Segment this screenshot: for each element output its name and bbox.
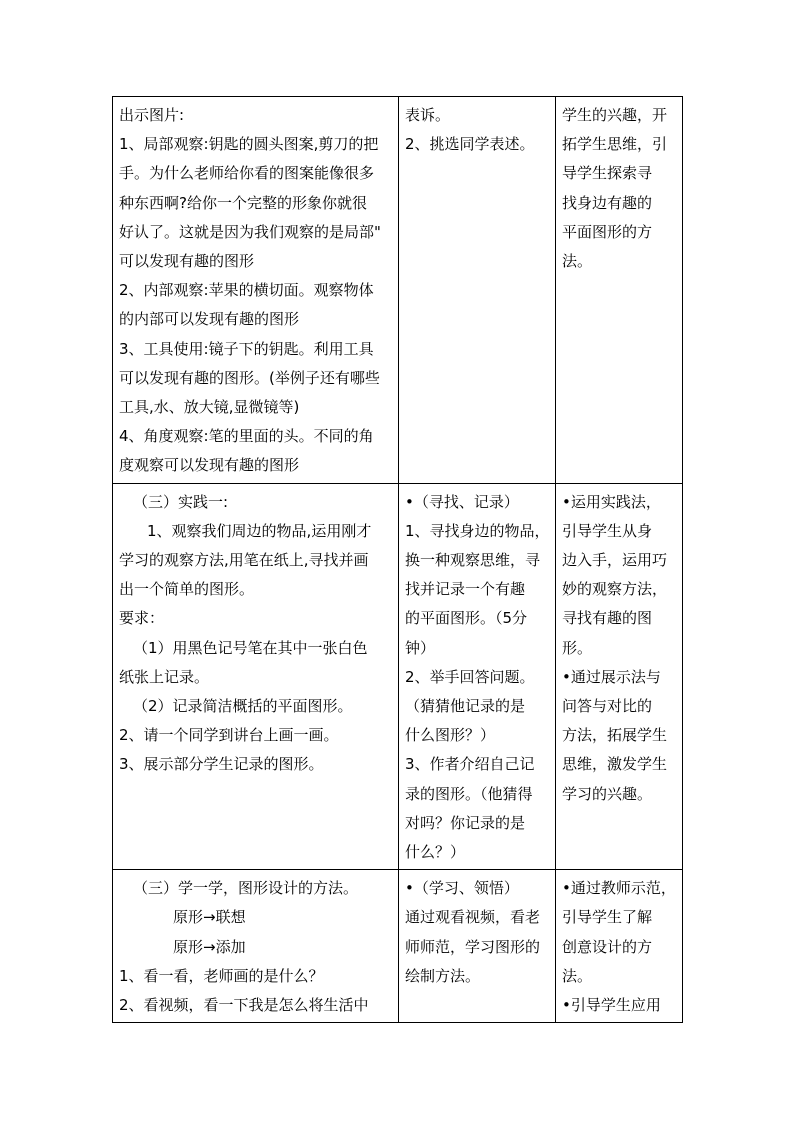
teacher-activity-cell xyxy=(113,483,399,870)
text-line: 要求： xyxy=(119,609,165,628)
text-line: 通过观看视频，看老 xyxy=(405,908,541,927)
text-line: 2、内部观察:苹果的横切面。观察物体 xyxy=(119,281,374,300)
text-line: 换一种观察思维，寻 xyxy=(405,551,541,570)
text-line: •（学习、领悟） xyxy=(405,879,519,898)
text-line: 1、看一看，老师画的是什么？ xyxy=(119,966,324,985)
text-line: 问答与对比的 xyxy=(562,697,653,716)
lesson-plan-table xyxy=(112,96,683,1023)
text-line: 什么图形？） xyxy=(405,726,496,745)
text-line: 度观察可以发现有趣的图形 xyxy=(119,456,300,475)
text-line: 2、请一个同学到讲台上画一画。 xyxy=(119,726,339,745)
student-activity-cell xyxy=(399,97,556,484)
text-line: 引导学生从身 xyxy=(562,521,653,540)
text-line: 2、看视频，看一下我是怎么将生活中 xyxy=(119,996,369,1015)
text-line: 什么？） xyxy=(405,843,466,862)
text-line: 2、挑选同学表述。 xyxy=(405,135,535,154)
text-line: 1、寻找身边的物品， xyxy=(405,521,550,540)
text-line: 引导学生了解 xyxy=(562,908,653,927)
text-line: 学生的兴趣，开 xyxy=(562,106,668,124)
text-line: 找身边有趣的 xyxy=(562,193,653,212)
text-line: 3、展示部分学生记录的图形。 xyxy=(119,755,324,774)
text-line: •运用实践法， xyxy=(562,492,661,511)
text-line: 原形→添加 xyxy=(173,937,246,956)
text-line: •通过教师示范， xyxy=(562,879,676,898)
design-intent-cell xyxy=(556,870,683,1023)
text-line: 3、作者介绍自己记 xyxy=(405,755,535,774)
text-line: 可以发现有趣的图形 xyxy=(119,252,255,271)
text-line: 原形→联想 xyxy=(173,908,246,927)
text-line: 的内部可以发现有趣的图形 xyxy=(119,310,300,329)
text-line: 1、局部观察:钥匙的圆头图案,剪刀的把 xyxy=(119,135,379,154)
text-line: 找并记录一个有趣 xyxy=(405,580,526,599)
table-row xyxy=(113,870,683,1023)
text-line: 工具,水、放大镜,显微镜等) xyxy=(119,398,300,417)
text-line: •通过展示法与 xyxy=(562,667,661,686)
text-line: 方法，拓展学生 xyxy=(562,726,668,745)
text-line: 对吗？你记录的是 xyxy=(405,813,526,832)
text-line: 录的图形。（他猜得 xyxy=(405,784,533,803)
design-intent-cell xyxy=(556,97,683,484)
text-line: 拓学生思维，引 xyxy=(562,135,668,154)
text-line: 形。 xyxy=(562,638,593,657)
text-line: 创意设计的方 xyxy=(562,937,653,956)
text-line: 平面图形的方 xyxy=(562,222,653,241)
text-line: （三）学一学，图形设计的方法。 xyxy=(133,879,359,898)
text-line: 法。 xyxy=(562,252,593,271)
text-line: •引导学生应用 xyxy=(562,996,661,1015)
text-line: •（寻找、记录） xyxy=(405,492,519,511)
text-line: 钟） xyxy=(405,638,436,657)
text-line: 表诉。 xyxy=(405,106,451,124)
text-line: （2）记录简洁概括的平面图形。 xyxy=(133,697,353,716)
text-line: 4、角度观察:笔的里面的头。不同的角 xyxy=(119,427,374,446)
text-line: 导学生探索寻 xyxy=(562,164,653,183)
text-line: 好认了。这就是因为我们观察的是局部" xyxy=(119,222,381,241)
student-activity-cell xyxy=(399,870,556,1023)
design-intent-cell xyxy=(556,483,683,870)
text-line: 边入手，运用巧 xyxy=(562,551,668,570)
text-line: （猜猜他记录的是 xyxy=(405,697,526,716)
text-line: 纸张上记录。 xyxy=(119,667,210,686)
text-line: （1）用黑色记号笔在其中一张白色 xyxy=(133,638,368,657)
text-line: 的平面图形。（5分 xyxy=(405,609,528,628)
text-line: 可以发现有趣的图形。(举例子还有哪些 xyxy=(119,368,380,387)
text-line: （三）实践一: xyxy=(133,492,229,511)
text-line: 寻找有趣的图 xyxy=(562,609,653,628)
text-line: 妙的观察方法， xyxy=(562,580,668,599)
teacher-activity-cell xyxy=(113,870,399,1023)
table-row xyxy=(113,483,683,870)
text-line: 思维，激发学生 xyxy=(562,755,668,774)
text-line: 出示图片: xyxy=(119,106,185,124)
student-activity-cell xyxy=(399,483,556,870)
text-line: 手。为什么老师给你看的图案能像很多 xyxy=(119,164,375,183)
text-line: 学习的兴趣。 xyxy=(562,784,653,803)
text-line: 法。 xyxy=(562,966,593,985)
text-line: 出一个简单的图形。 xyxy=(119,580,255,599)
text-line: 绘制方法。 xyxy=(405,966,481,985)
teacher-activity-cell xyxy=(113,97,399,484)
text-line: 1、观察我们周边的物品,运用刚才 xyxy=(147,521,372,540)
text-line: 3、工具使用:镜子下的钥匙。利用工具 xyxy=(119,339,374,358)
table-row xyxy=(113,97,683,484)
text-line: 学习的观察方法,用笔在纸上,寻找并画 xyxy=(119,551,369,570)
text-line: 种东西啊?给你一个完整的形象你就很 xyxy=(119,193,367,212)
text-line: 2、举手回答问题。 xyxy=(405,667,535,686)
text-line: 师师范，学习图形的 xyxy=(405,937,541,956)
